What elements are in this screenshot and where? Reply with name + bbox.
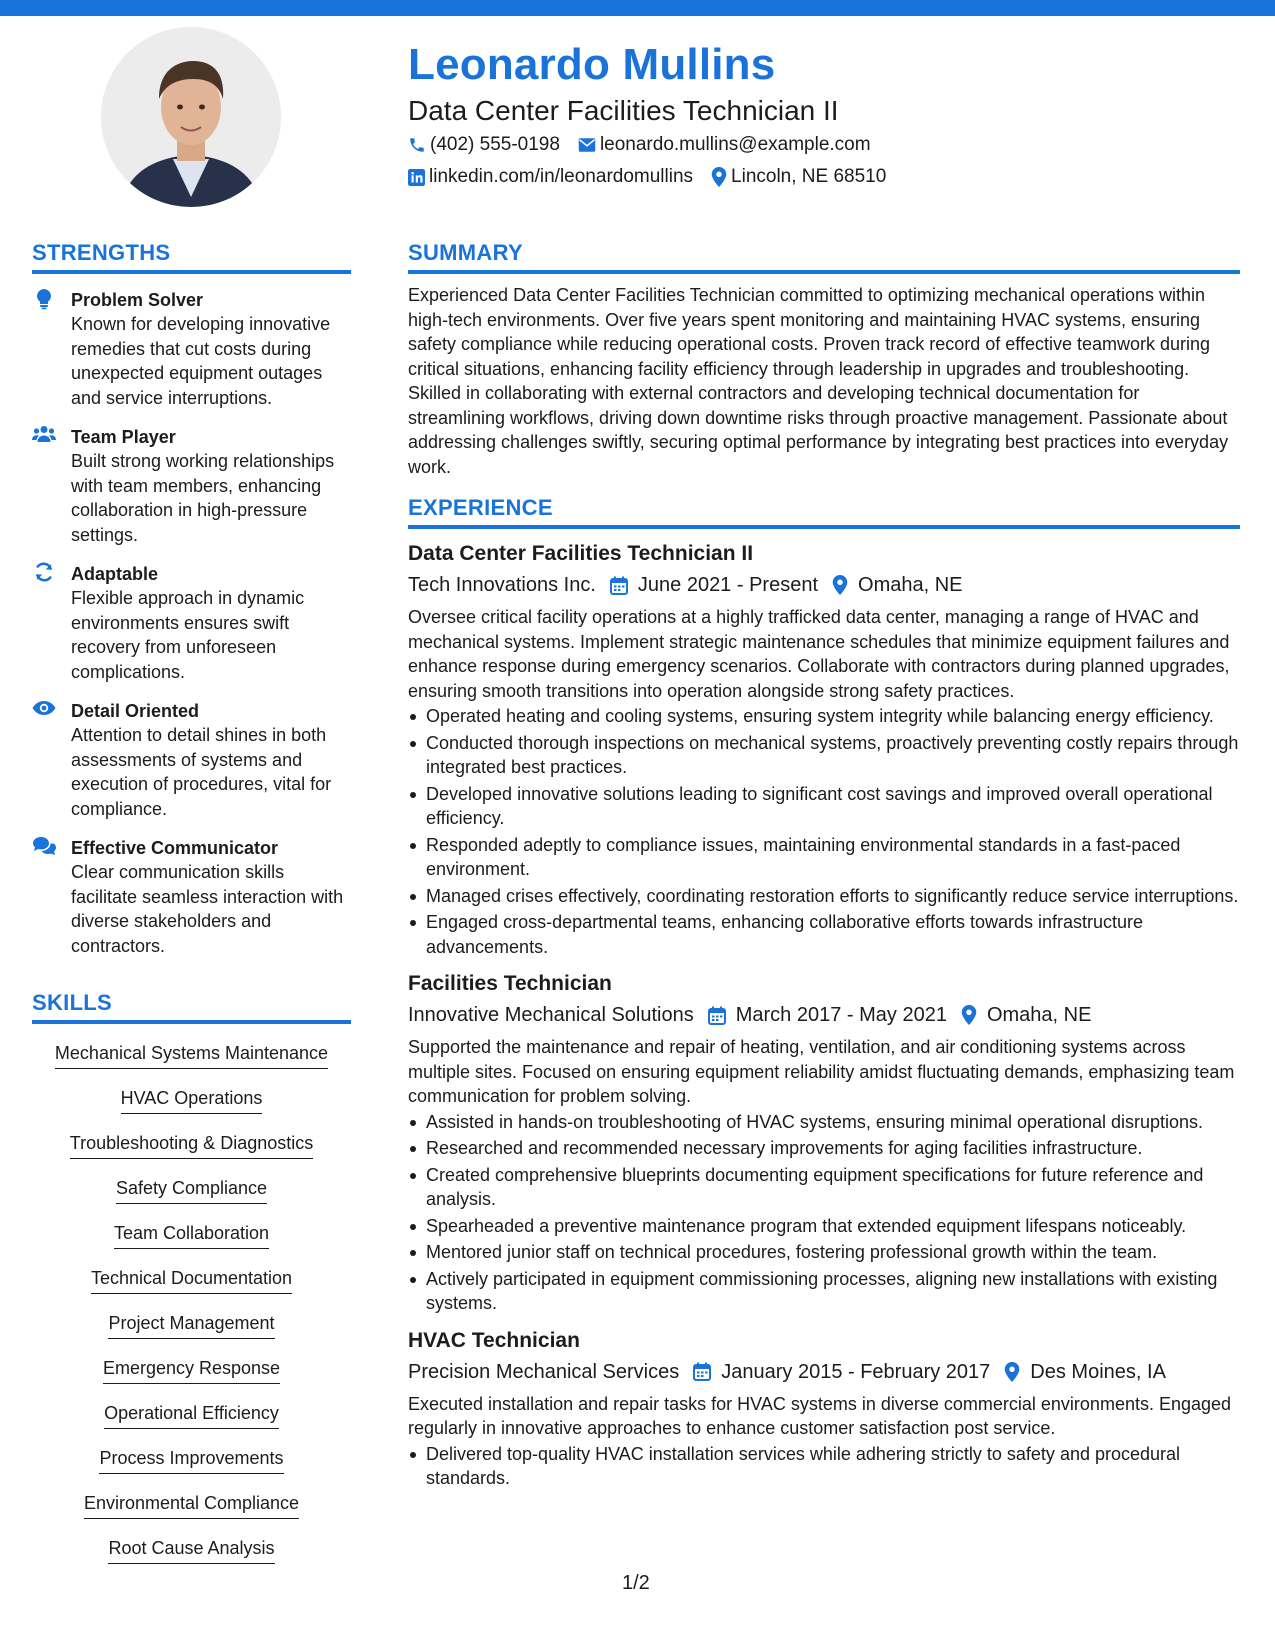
job-dates-text: January 2015 - February 2017 <box>721 1360 991 1383</box>
strengths-list <box>32 288 351 958</box>
contact-linkedin[interactable] <box>408 166 693 188</box>
job-bullet: Mentored junior staff on technical procedures, fostering professional growth within the team. <box>408 1240 1240 1265</box>
profile-photo <box>101 27 281 207</box>
skill-item <box>32 1265 351 1297</box>
calendar-icon <box>610 576 628 595</box>
job-meta <box>408 570 1240 600</box>
skill-label: Project Management <box>108 1310 274 1339</box>
strength-item <box>32 288 351 410</box>
job-bullet: Created comprehensive blueprints documenting equipment specifications for future reference and analysis. <box>408 1163 1240 1212</box>
job-location-text: Des Moines, IA <box>1030 1360 1166 1383</box>
skill-item <box>32 1490 351 1522</box>
contact-location <box>711 166 886 188</box>
skills-section <box>32 990 351 1580</box>
job-entry <box>408 1327 1240 1491</box>
users-icon <box>32 425 56 443</box>
job-company: Tech Innovations Inc. <box>408 574 596 596</box>
skill-item <box>32 1040 351 1072</box>
strength-name: Detail Oriented <box>71 701 200 721</box>
calendar-icon <box>708 1006 726 1025</box>
skill-label: Root Cause Analysis <box>108 1535 274 1564</box>
job-meta <box>408 1357 1240 1387</box>
job-bullet: Operated heating and cooling systems, ensuring system integrity while balancing energy efficiency. <box>408 704 1240 729</box>
job-description: Supported the maintenance and repair of heating, ventilation, and air conditioning systems across multiple sites. Focused on ensuring equipment reliability amidst fluctuating demands, emphasizing team communication for problem solving. <box>408 1037 1235 1106</box>
skill-label: Mechanical Systems Maintenance <box>55 1040 328 1069</box>
location-text: Lincoln, NE 68510 <box>731 166 887 187</box>
top-accent-bar <box>0 0 1275 16</box>
job-bullet: Actively participated in equipment commissioning processes, aligning new installations with existing systems. <box>408 1267 1240 1316</box>
strength-desc: Clear communication skills facilitate seamless interaction with diverse stakeholders and contractors. <box>71 862 344 956</box>
skills-list <box>32 1040 351 1567</box>
strength-name: Team Player <box>71 427 176 447</box>
job-description: Oversee critical facility operations at a highly trafficked data center, managing a range of HVAC and mechanical systems. Implement strategic maintenance schedules that minimize equipment failures and enhance response during emergency scenarios. Collaborate with contractors during planned upgrades, ensuring smooth transitions into operation alongside strong safety practices. <box>408 607 1230 701</box>
strength-item <box>32 836 351 958</box>
eye-icon <box>32 699 56 717</box>
skill-item <box>32 1175 351 1207</box>
skill-item <box>32 1355 351 1387</box>
strength-name: Effective Communicator <box>71 838 279 858</box>
skill-item <box>32 1310 351 1342</box>
job-dates <box>708 1000 947 1030</box>
skill-label: Operational Efficiency <box>104 1400 279 1429</box>
strength-item <box>32 699 351 821</box>
skill-label: Environmental Compliance <box>84 1490 299 1519</box>
experience-section <box>408 495 1240 1493</box>
skill-label: Safety Compliance <box>116 1175 267 1204</box>
map-pin-icon <box>711 167 727 187</box>
job-dates-text: March 2017 - May 2021 <box>735 1004 947 1026</box>
candidate-name: Leonardo Mullins <box>408 40 776 89</box>
strength-item <box>32 425 351 547</box>
job-entry <box>408 540 1240 959</box>
skill-item <box>32 1400 351 1432</box>
job-bullet: Delivered top-quality HVAC installation services while adhering strictly to safety and procedural standards. <box>408 1442 1240 1491</box>
skill-label: Troubleshooting & Diagnostics <box>70 1130 313 1159</box>
job-title: HVAC Technician <box>408 1328 580 1352</box>
job-dates <box>610 570 818 600</box>
summary-text: Experienced Data Center Facilities Technician committed to optimizing mechanical operations within high-tech environments. Over five years spent monitoring and maintaining HVAC systems, ensuring safety compliance while reducing operational costs. Proven track record of effective teamwork during critical situations, enhancing facility efficiency through leadership in upgrades and troubleshooting. Skilled in collaborating with external contractors and developing technical documentation for streamlining workflows, driving down downtime risks through proactive management. Passionate about addressing challenges swiftly, securing optimal performance by integrating best practices into everyday work. <box>408 285 1229 477</box>
skill-item <box>32 1220 351 1252</box>
skill-label: Emergency Response <box>103 1355 280 1384</box>
job-location-text: Omaha, NE <box>858 574 963 596</box>
phone-icon <box>408 136 426 154</box>
page-number: 1/2 <box>622 1572 650 1594</box>
job-bullets <box>408 1110 1240 1316</box>
job-bullet: Responded adeptly to compliance issues, maintaining environmental standards in a fast-paced environment. <box>408 833 1240 882</box>
job-bullet: Engaged cross-departmental teams, enhancing collaborative efforts towards infrastructure advancements. <box>408 910 1240 959</box>
contact-email[interactable] <box>578 134 871 156</box>
phone-text: (402) 555-0198 <box>430 134 560 155</box>
job-company: Precision Mechanical Services <box>408 1360 680 1383</box>
job-bullet: Spearheaded a preventive maintenance program that extended equipment lifespans noticeably. <box>408 1214 1240 1239</box>
lightbulb-icon <box>36 288 52 310</box>
email-text[interactable]: leonardo.mullins@example.com <box>599 134 871 155</box>
job-bullet: Assisted in hands-on troubleshooting of HVAC systems, ensuring minimal operational disruptions. <box>408 1110 1240 1135</box>
skill-label: HVAC Operations <box>121 1085 263 1114</box>
strength-name: Adaptable <box>71 564 159 584</box>
skill-label: Process Improvements <box>99 1445 283 1474</box>
job-bullet: Researched and recommended necessary improvements for aging facilities infrastructure. <box>408 1136 1240 1161</box>
job-title: Data Center Facilities Technician II <box>408 542 754 565</box>
job-dates <box>693 1357 990 1387</box>
job-bullet: Developed innovative solutions leading to significant cost savings and improved overall operational efficiency. <box>408 782 1240 831</box>
skill-item <box>32 1535 351 1567</box>
skill-item <box>32 1130 351 1162</box>
contact-row-2 <box>408 166 904 188</box>
map-pin-icon <box>1004 1362 1020 1382</box>
skills-heading: SKILLS <box>32 990 351 1024</box>
job-bullet: Conducted thorough inspections on mechanical systems, proactively preventing costly repairs through integrated best practices. <box>408 731 1240 780</box>
job-location <box>1004 1357 1166 1387</box>
linkedin-icon <box>408 169 425 186</box>
map-pin-icon <box>961 1005 977 1025</box>
linkedin-text[interactable]: linkedin.com/in/leonardomullins <box>429 166 694 187</box>
comments-icon <box>32 836 56 856</box>
job-meta <box>408 1000 1240 1030</box>
summary-heading: SUMMARY <box>408 240 1240 274</box>
job-dates-text: June 2021 - Present <box>637 574 819 596</box>
summary-section <box>408 240 1240 479</box>
strength-name: Problem Solver <box>71 290 204 310</box>
strengths-section <box>32 240 351 958</box>
job-bullet: Managed crises effectively, coordinating restoration efforts to significantly reduce service interruptions. <box>408 884 1240 909</box>
job-bullets <box>408 704 1240 959</box>
contact-row-1 <box>408 134 889 156</box>
job-location-text: Omaha, NE <box>986 1004 1092 1026</box>
calendar-icon <box>693 1362 711 1381</box>
skill-label: Team Collaboration <box>114 1220 269 1249</box>
map-pin-icon <box>832 575 848 595</box>
strength-desc: Flexible approach in dynamic environments ensures swift recovery from unforeseen complications. <box>71 588 305 682</box>
job-title: Facilities Technician <box>408 972 612 995</box>
candidate-title: Data Center Facilities Technician II <box>408 95 839 126</box>
job-bullets <box>408 1442 1240 1491</box>
job-entry <box>408 970 1240 1316</box>
skill-item <box>32 1085 351 1117</box>
strength-desc: Known for developing innovative remedies that cut costs during unexpected equipment outages and service interruptions. <box>71 314 331 408</box>
strengths-heading: STRENGTHS <box>32 240 351 274</box>
job-description: Executed installation and repair tasks for HVAC systems in diverse commercial environments. Engaged regularly in innovative approaches to enhance customer satisfaction post service. <box>408 1393 1232 1438</box>
strength-desc: Built strong working relationships with team members, enhancing collaboration in high-pressure settings. <box>71 451 335 545</box>
experience-heading: EXPERIENCE <box>408 495 1240 529</box>
envelope-icon <box>578 137 596 153</box>
strength-desc: Attention to detail shines in both assessments of systems and execution of procedures, vital for compliance. <box>71 725 332 819</box>
job-location <box>961 1000 1091 1030</box>
sync-icon <box>34 562 54 582</box>
skill-item <box>32 1445 351 1477</box>
job-company: Innovative Mechanical Solutions <box>408 1004 694 1026</box>
contact-phone <box>408 134 560 156</box>
job-location <box>832 570 962 600</box>
skill-label: Technical Documentation <box>91 1265 292 1294</box>
strength-item <box>32 562 351 684</box>
